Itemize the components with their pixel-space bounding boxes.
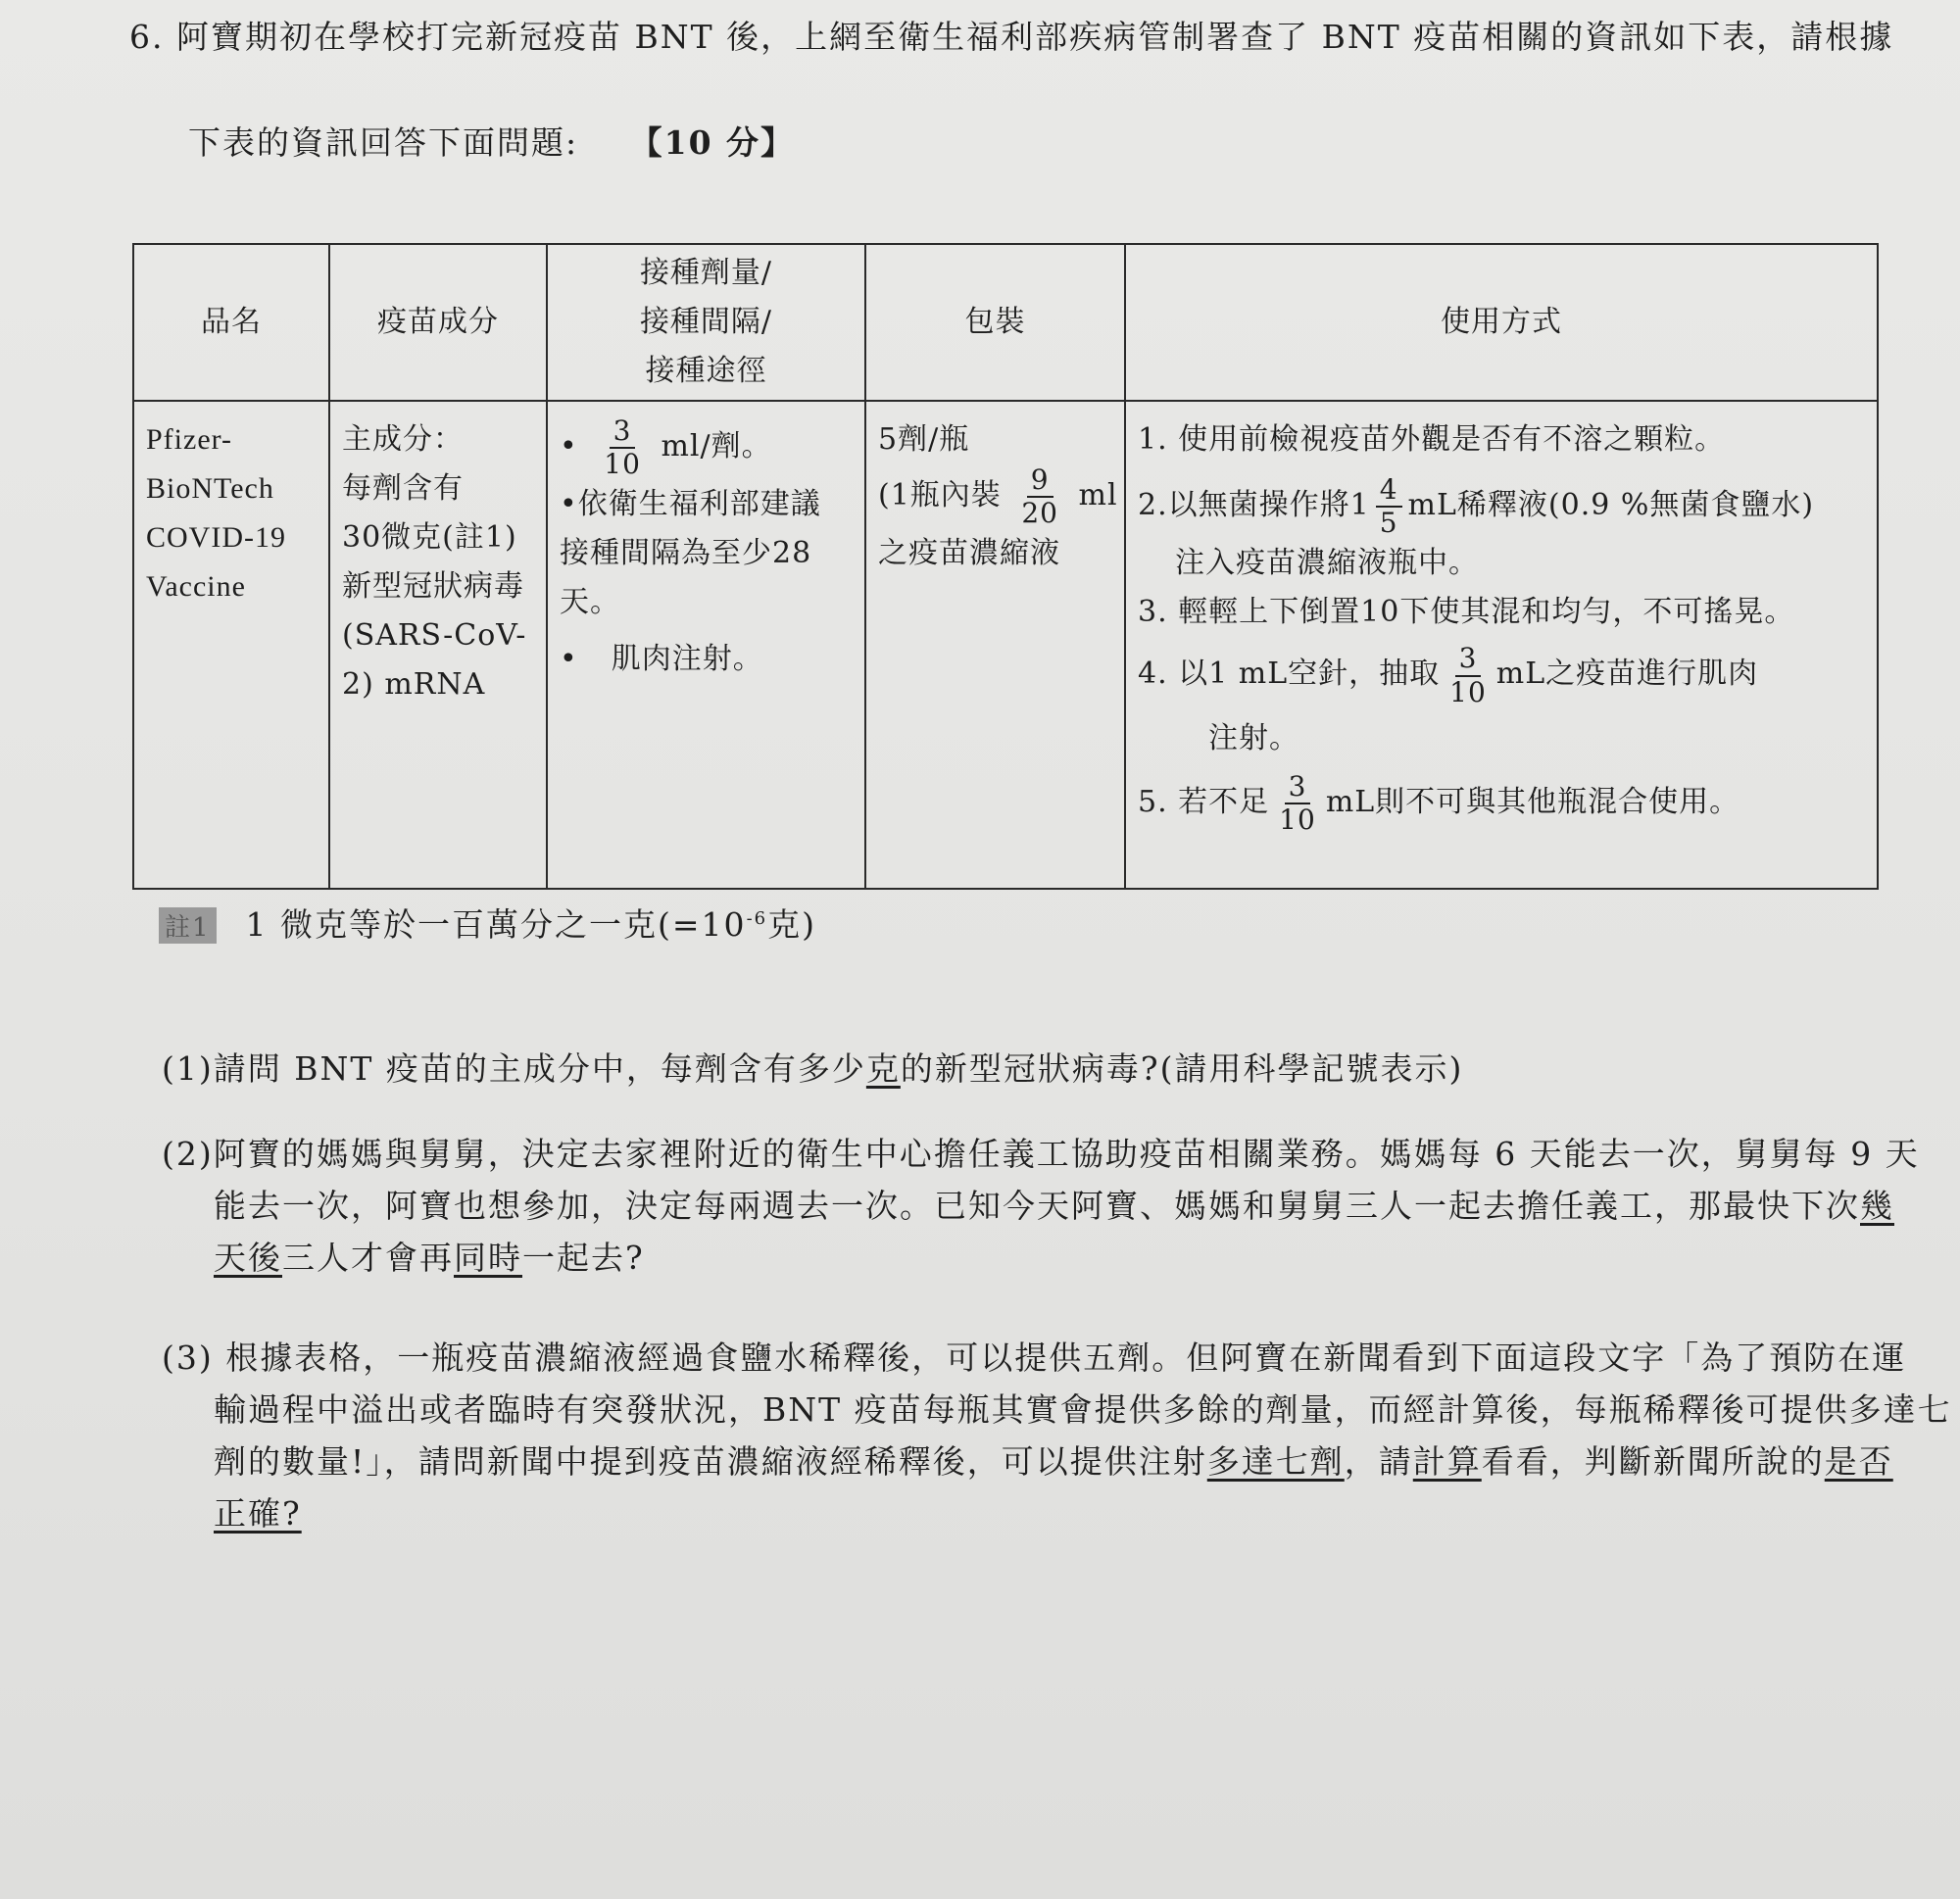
question-score: 【10 分】 — [629, 123, 796, 162]
cell-dose: • $\frac{3}{10}$ ml/劑。 •依衛生福利部建議 接種間隔為至少28 天。 • 肌肉注射。 — [547, 401, 865, 889]
header-ingredients: 疫苗成分 — [329, 244, 547, 401]
cell-ingredients: 主成分： 每劑含有 30微克(註1) 新型冠狀病毒 (SARS-CoV- 2) mRNA — [329, 401, 547, 889]
header-usage: 使用方式 — [1125, 244, 1878, 401]
footnote-tag: 註1 — [159, 907, 217, 944]
usage-fraction-2: $\frac{4}{5}$ — [1376, 474, 1402, 539]
usage-fraction-5: $\frac{3}{10}$ — [1279, 769, 1316, 836]
package-fraction: $\frac{9}{20}$ — [1021, 463, 1058, 530]
question-number: 6. — [129, 18, 165, 56]
question-intro-text: 阿寶期初在學校打完新冠疫苗 BNT 後，上網至衛生福利部疾病管制署查了 BNT 疫苗相關的資訊如下表，請根據 — [176, 18, 1894, 56]
cell-name: Pfizer- BioNTech COVID-19 Vaccine — [133, 401, 329, 889]
sub-question-1: (1)請問 BNT 疫苗的主成分中，每劑含有多少克的新型冠狀病毒?(請用科學記號表示) — [162, 1049, 1464, 1088]
table-row — [133, 401, 1878, 889]
exam-paper: 6. 阿寶期初在學校打完新冠疫苗 BNT 後，上網至衛生福利部疾病管制署查了 BNT 疫苗相關的資訊如下表，請根據 下表的資訊回答下面問題: 【10 分】 品名 疫苗成分 接種劑量/ 接種間隔/ 接種途徑 包裝 使用方式 Pfizer- BioNTech COVID-19 Vaccine 主成分： 每劑含有 30微克(註1) 新型冠狀病毒 (SARS-CoV- 2) mRNA • $\frac{3}{10}$ ml/劑。 •依衛生福利部建議 接種間隔為至少28 天。 • 肌肉注射。 5劑/瓶 (1瓶內裝 $\frac{9}{20}$ ml 之疫苗濃縮液 1. 使用前檢視疫苗外觀是否有不溶之顆粒。 2.以無菌操作將1 $\frac{4}{5}$ mL稀釋液(0.9 %無菌食鹽水) 注入疫苗濃縮液瓶中。 3. 輕輕上下倒置10下使其混和均勻，不可搖晃。 4. 以1 mL空針，抽取 $\frac{3}{10}$ mL之疫苗進行肌肉 注射。 5. 若不足 $\frac{3}{10}$ mL則不可與其他瓶混合使用。 註1 1 微克等於一百萬分之一克($=10^{-6}$克) (1)請問 BNT 疫苗的主成分中，每劑含有多少克的新型冠狀病毒?(請用科學記號表示) (2)阿寶的媽媽與舅舅，決定去家裡附近的衛生中心擔任義工協助疫苗相關業務。媽媽每 6 天能去一次，舅舅每 9 天 能去一次，阿寶也想參加，決定每兩週去一次。已知今天阿寶、媽媽和舅舅三人一起去擔任義工，那最快下次幾 天後三人才會再同時一起去? (3) 根據表格，一瓶疫苗濃縮液經過食鹽水稀釋後，可以提供五劑。但阿寶在新聞看到下面這段文字「為了預防在運 輸過程中溢出或者臨時有突發狀況，BNT 疫苗每瓶其實會提供多餘的劑量，而經計算後，每瓶稀釋後可提供多達七 劑的數量!」，請問新聞中提到疫苗濃縮液經稀釋後，可以提供注射多達七劑，請計算看看，判斷新聞所說的是否 正確? — [0, 0, 1960, 1899]
question-intro-line1 — [129, 12, 1893, 58]
header-package: 包裝 — [865, 244, 1125, 401]
usage-fraction-4: $\frac{3}{10}$ — [1449, 642, 1487, 708]
cell-package: 5劑/瓶 (1瓶內裝 $\frac{9}{20}$ ml 之疫苗濃縮液 — [865, 401, 1125, 889]
vaccine-info-table — [132, 243, 1879, 890]
table-footnote: 註1 1 微克等於一百萬分之一克($=10^{-6}$克) — [159, 900, 816, 946]
dose-fraction: $\frac{3}{10}$ — [604, 414, 641, 481]
cell-usage: 1. 使用前檢視疫苗外觀是否有不溶之顆粒。 2.以無菌操作將1 $\frac{4}{5}$ mL稀釋液(0.9 %無菌食鹽水) 注入疫苗濃縮液瓶中。 3. 輕輕上下倒置10下使其混和均勻，不可搖晃。 4. 以1 mL空針，抽取 $\frac{3}{10}$ mL之疫苗進行肌肉 注射。 5. 若不足 $\frac{3}{10}$ mL則不可與其他瓶混合使用。 — [1125, 401, 1878, 889]
header-dose: 接種劑量/ 接種間隔/ 接種途徑 — [547, 244, 865, 401]
question-intro-line2: 下表的資訊回答下面問題: 【10 分】 — [188, 123, 796, 162]
table-header-row — [133, 244, 1878, 401]
header-name: 品名 — [133, 244, 329, 401]
